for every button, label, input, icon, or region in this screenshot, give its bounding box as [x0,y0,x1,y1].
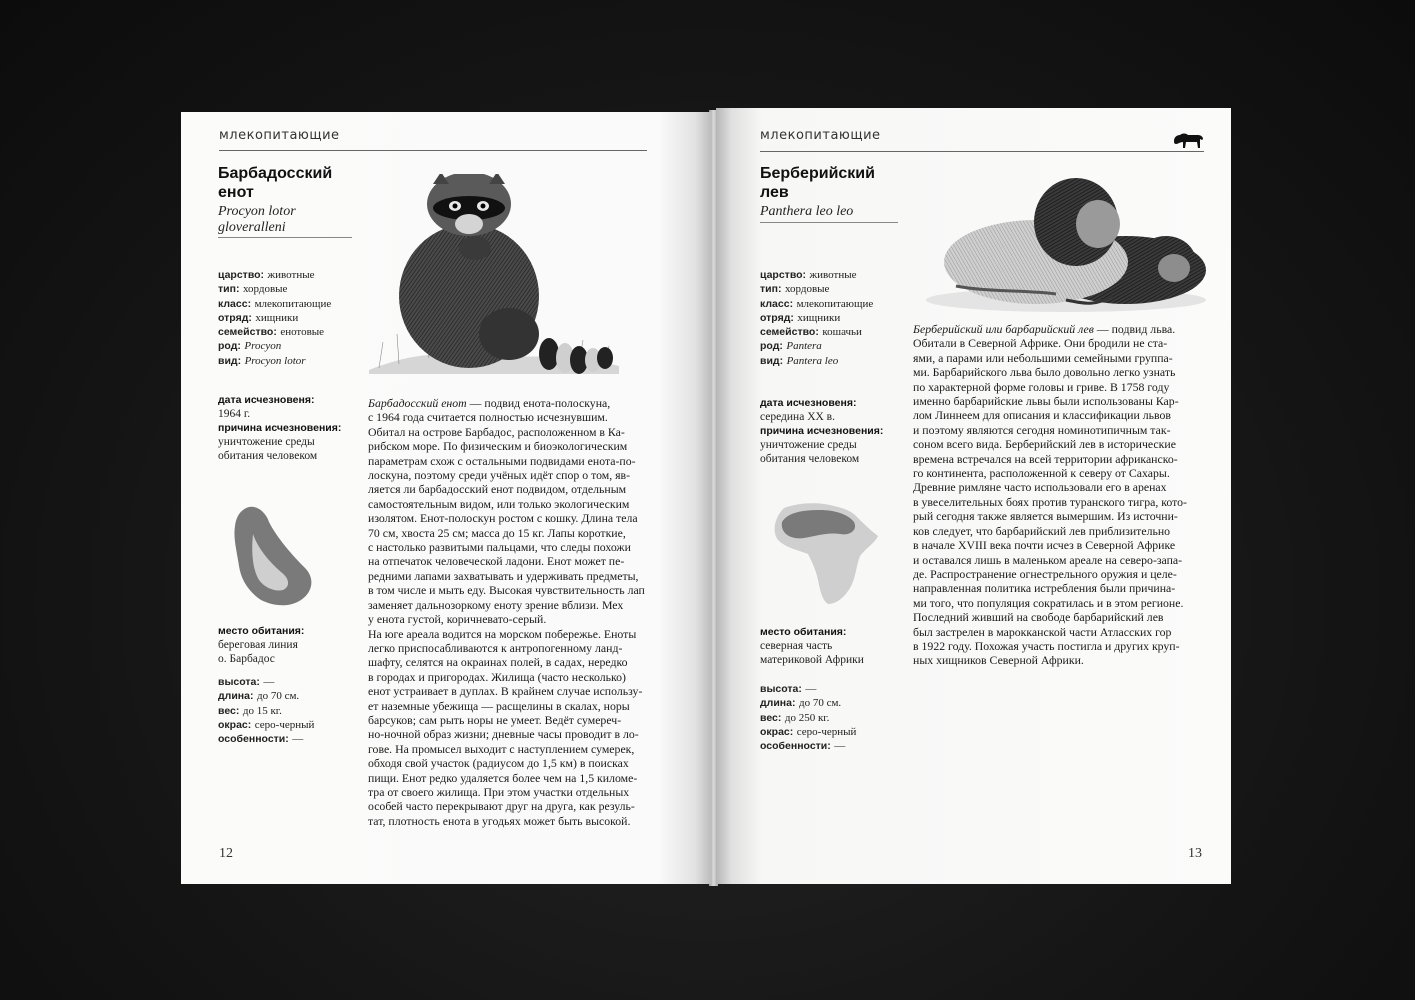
stat-row [760,725,856,739]
stat-row [218,718,314,732]
extinction-info [218,393,341,463]
taxonomy-row [218,311,331,325]
species-title: Берберийский лев [760,165,875,201]
left-page [181,112,711,884]
taxonomy-row-value: хищники [797,311,841,324]
taxonomy-row-value: енотовые [280,326,325,339]
taxonomy-row-value: хордовые [784,283,830,296]
stat-row [218,732,314,746]
page-number: 13 [1188,846,1202,861]
page-number: 12 [219,846,233,861]
taxonomy-row [218,268,331,282]
taxonomy-row-value: Pantera leo [786,354,839,367]
taxonomy-row [760,354,873,368]
taxonomy-row-key: отряд: [760,311,794,324]
stat-row-key: особенности: [218,733,289,746]
africa-map [770,500,880,606]
stat-row-value: — [834,740,846,753]
stat-row-value: до 70 см. [256,690,300,703]
taxonomy-row-value: хордовые [242,283,288,296]
species-title: Барбадосский енот [218,165,333,201]
habitat-label: место обитания: [218,625,305,637]
taxonomy-row-value: млекопитающие [254,297,332,310]
taxonomy-row [760,325,873,339]
article-body [368,396,658,828]
title-rule [760,222,898,223]
extinction-cause: уничтожение среды обитания человеком [760,439,860,465]
right-page [716,108,1231,884]
taxonomy-row-key: класс: [760,297,794,310]
article-body [913,322,1218,668]
taxonomy-row-key: тип: [218,283,240,296]
taxonomy-row-key: род: [218,340,241,353]
taxonomy-row-key: вид: [760,354,784,367]
section-header: млекопитающие [219,128,340,143]
stats-list [760,682,856,753]
taxonomy-row-value: Procyon lotor [244,354,306,367]
taxonomy-row-key: вид: [218,354,242,367]
taxonomy-row [218,297,331,311]
taxonomy-row [218,339,331,353]
barbados-map [231,504,316,609]
taxonomy-row [760,339,873,353]
stat-row-key: вес: [218,704,240,717]
stat-row-value: серо-черный [254,718,315,731]
habitat-value: береговая линия о. Барбадос [218,639,298,665]
stat-row [760,711,856,725]
taxonomy-row-key: род: [760,340,783,353]
taxonomy-row [218,325,331,339]
taxonomy-row-value: хищники [255,311,299,324]
taxonomy-row [760,297,873,311]
taxonomy-row-value: животные [809,269,857,281]
stat-row-value: серо-черный [796,725,857,738]
extinction-info [760,396,883,466]
taxonomy-row-value: Pantera [786,340,822,353]
taxonomy-row [760,311,873,325]
article-lead: Берберийский или барбарийский лев [913,322,1094,336]
taxonomy-list [218,268,331,368]
article-text: — подвид енота-полоскуна, с 1964 года считается полностью исчезнувшим. Обитал на острове Барбадос, расположенном в Ка- рибском море. По физическим и биоэкологическим параметрам схож с остальными подвидами енота-по- лоскуна, поэтому среди учёных идёт спор о том, яв- ляется ли барбадосский енот подвидом, отдельным самостоятельным видом, или только экологическим изолятом. Енот-полоскун ростом с кошку. Длина тела 70 см, хвоста 25 см; масса до 15 кг. Лапы короткие, с настолько развитыми пальцами, что следы похожи на отпечаток человеческой ладони. Енот может пе- редними лапами захватывать и удерживать предметы, в том числе и мыть еду. Высокая чувствительность лап заменяет дальнозоркому еноту зрение вблизи. Мех у енота густой, коричневато-серый. На юге ареала водится на морском побережье. Еноты легко приспосабливаются к антропогенному ланд- шафту, селятся на окраинах полей, в садах, нередко в городах и пригородах. Жилища (часто несколько) енот устраивает в дуплах. В крайнем случае использу- ет наземные убежища — расщелины в скалах, норы барсуков; сам рыть норы не умеет. Ведёт сумереч- но-ночной образ жизни; дневные часы проводит в ло- гове. На промысел выходит с наступлением сумерек, обходя свой участок (радиусом до 1,5 км) в поисках пищи. Енот редко удаляется более чем на 1,5 киломе- тра от своего жилища. При этом участки отдельных особей часто перекрывают друг на друга, как резуль- тат, плотность енота в угодьях может быть высокой. [368,396,645,828]
stat-row-value: — [805,683,817,695]
stat-row [218,689,314,703]
stat-row-key: высота: [760,683,802,695]
header-rule [219,150,647,151]
taxonomy-row [218,354,331,368]
section-header: млекопитающие [760,128,881,143]
stat-row-key: особенности: [760,740,831,753]
lion-silhouette-icon [1172,132,1204,150]
taxonomy-row-value: млекопитающие [796,297,874,310]
stat-row-value: — [292,733,304,746]
stat-row-value: до 70 см. [798,697,842,710]
taxonomy-row-value: животные [267,269,315,281]
article-lead: Барбадосский енот [368,396,467,410]
taxonomy-row-key: семейство: [760,326,819,339]
habitat-label: место обитания: [760,626,847,638]
taxonomy-row-key: царство: [218,269,265,281]
species-latin-name: Panthera leo leo [760,204,854,219]
stat-row-key: высота: [218,676,260,688]
taxonomy-row [218,282,331,296]
stats-list [218,675,314,746]
taxonomy-row [760,282,873,296]
stat-row [218,675,314,689]
taxonomy-row-key: тип: [760,283,782,296]
stat-row-value: до 15 кг. [242,704,282,717]
extinction-date-label: дата исчезновеня: [218,394,315,406]
taxonomy-row-value: Procyon [244,340,282,353]
article-text: — подвид льва. Обитали в Северной Африке. Они бродили не ста- ями, а парами или небольшими семейными группа- ми. Барбарийского льва было довольно легко узнать по характерной форме головы и гриве. В 1758 году именно барбарийские львы были использованы Кар- лом Линнеем для описания и классификации львов и поэтому являются сегодня номинотипичным так- соном всего вида. Берберийский лев в исторические времена встречался на всей территории африканско- го континента, расположенной к северу от Сахары. Древние римляне часто использовали его в аренах в увеселительных боях против туранского тигра, кото- рый сегодня также является вымершим. Из источни- ков следует, что барбарийский лев приблизительно в начале XVIII века почти исчез в Северной Африке и оставался лишь в маленьком ареале на северо-запа- де. Распространение огнестрельного оружия и целе- направленная политика истребления были причина- ми того, что популяция сократилась и в этом регионе. Последний живший на свободе барбарийский лев был застрелен в марокканской части Атласских гор в 1922 году. Похожая участь постигла и других круп- ных хищников Северной Африки. [913,322,1187,668]
species-latin-name: Procyon lotor gloveralleni [218,204,296,235]
stat-row-key: вес: [760,711,782,724]
habitat-info [760,625,864,667]
extinction-cause-label: причина исчезновения: [218,422,342,434]
extinction-date: середина XX в. [760,411,835,423]
extinction-cause: уничтожение среды обитания человеком [218,436,318,462]
stat-row [760,739,856,753]
extinction-date: 1964 г. [218,408,251,420]
lion-illustration [916,174,1206,314]
title-rule [218,237,352,238]
taxonomy-row-value: кошачьи [822,326,862,339]
habitat-value: северная часть материковой Африки [760,640,864,666]
stat-row-key: окрас: [760,725,794,738]
extinction-date-label: дата исчезновеня: [760,397,857,409]
taxonomy-row-key: класс: [218,297,252,310]
stat-row [760,682,856,696]
taxonomy-row-key: царство: [760,269,807,281]
taxonomy-row-key: отряд: [218,311,252,324]
stat-row-value: — [263,676,275,688]
stat-row [218,704,314,718]
header-rule [760,151,1204,152]
taxonomy-row-key: семейство: [218,326,277,339]
taxonomy-row [760,268,873,282]
raccoon-illustration [369,174,624,374]
extinction-cause-label: причина исчезновения: [760,425,884,437]
stat-row-key: длина: [760,697,796,710]
stat-row-key: окрас: [218,718,252,731]
stat-row-value: до 250 кг. [784,711,830,724]
habitat-info [218,624,304,666]
stat-row [760,696,856,710]
taxonomy-list [760,268,873,368]
stat-row-key: длина: [218,690,254,703]
